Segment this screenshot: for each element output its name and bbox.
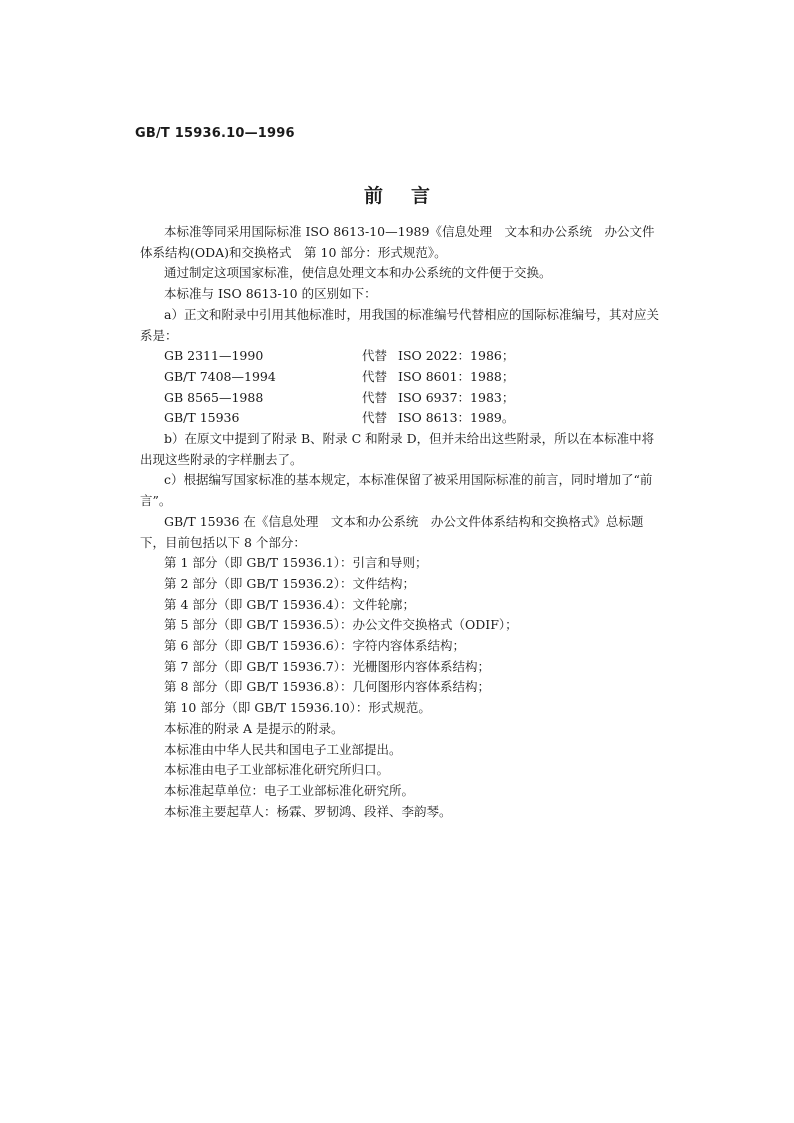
replacement-row <box>164 408 660 429</box>
part-list-item: 第 4 部分（即 GB/T 15936.4）：文件轮廓； <box>164 596 416 612</box>
replacement-national-standard: GB 8565—1988 <box>164 389 264 405</box>
replacement-verb: 代替 <box>362 368 388 384</box>
paragraph-drafters: 本标准主要起草人：杨霖、罗韧鸿、段祥、李韵琴。 <box>164 803 452 819</box>
replacement-national-standard: GB/T 7408—1994 <box>164 368 276 384</box>
part-list-item: 第 1 部分（即 GB/T 15936.1）：引言和导则； <box>164 555 428 571</box>
paragraph-item-a: a）正文和附录中引用其他标准时，用我国的标准编号代替相应的国际标准编号，其对应关系是： <box>140 306 659 343</box>
replacement-verb: 代替 <box>362 389 388 405</box>
replacement-row <box>164 346 660 367</box>
document-body <box>140 222 660 822</box>
paragraph-drafting-unit: 本标准起草单位：电子工业部标准化研究所。 <box>164 782 415 798</box>
page-title: 前言 <box>363 185 458 207</box>
paragraph-differences-intro: 本标准与 ISO 8613-10 的区别如下： <box>164 286 377 302</box>
standard-code-header: GB/T 15936.10—1996 <box>135 126 295 141</box>
replacement-iso-standard: ISO 2022：1986； <box>398 348 515 364</box>
part-list-item: 第 7 部分（即 GB/T 15936.7）：光栅图形内容体系结构； <box>164 658 491 674</box>
replacement-national-standard: GB/T 15936 <box>164 410 240 426</box>
replacement-row <box>164 367 660 388</box>
replacement-verb: 代替 <box>362 410 388 426</box>
part-list-item: 第 8 部分（即 GB/T 15936.8）：几何图形内容体系结构； <box>164 679 491 695</box>
part-list-item: 第 5 部分（即 GB/T 15936.5）：办公文件交换格式（ODIF）； <box>164 617 518 633</box>
paragraph-appendix-note: 本标准的附录 A 是提示的附录。 <box>164 720 344 736</box>
replacement-national-standard: GB 2311—1990 <box>164 348 264 364</box>
paragraph-series-intro: GB/T 15936 在《信息处理 文本和办公系统 办公文件体系结构和交换格式》总标题下，目前包括以下 8 个部分： <box>140 513 644 550</box>
paragraph-administrator: 本标准由电子工业部标准化研究所归口。 <box>164 762 390 778</box>
part-list-item: 第 2 部分（即 GB/T 15936.2）：文件结构； <box>164 575 416 591</box>
paragraph-item-b: b）在原文中提到了附录 B、附录 C 和附录 D，但并未给出这些附录，所以在本标准中将出现这些附录的字样删去了。 <box>140 431 655 467</box>
replacement-iso-standard: ISO 8601：1988； <box>398 368 515 384</box>
part-list-item: 第 10 部分（即 GB/T 15936.10）：形式规范。 <box>164 700 431 716</box>
paragraph-adoption: 本标准等同采用国际标准 ISO 8613-10—1989《信息处理 文本和办公系统 办公文件体系结构(ODA)和交换格式 第 10 部分：形式规范》。 <box>140 224 655 260</box>
replacement-iso-standard: ISO 6937：1983； <box>398 389 515 405</box>
replacement-row <box>164 388 660 409</box>
replacement-verb: 代替 <box>362 348 388 364</box>
part-list-item: 第 6 部分（即 GB/T 15936.6）：字符内容体系结构； <box>164 638 466 654</box>
paragraph-purpose: 通过制定这项国家标准，使信息处理文本和办公系统的文件便于交换。 <box>164 265 552 281</box>
paragraph-item-c: c）根据编写国家标准的基本规定，本标准保留了被采用国际标准的前言，同时增加了“前言”。 <box>140 472 653 509</box>
replacement-iso-standard: ISO 8613：1989。 <box>398 410 515 426</box>
paragraph-proposer: 本标准由中华人民共和国电子工业部提出。 <box>164 741 402 757</box>
